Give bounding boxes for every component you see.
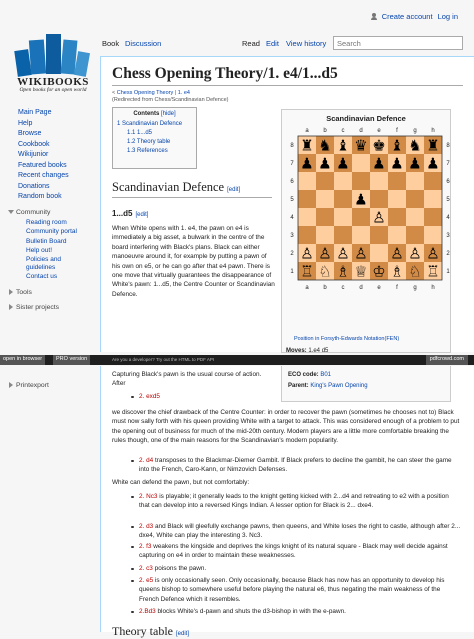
edit-subsection-link[interactable]: [edit] — [135, 212, 149, 218]
board-square — [316, 172, 334, 190]
chess-piece: ♜ — [300, 136, 314, 155]
edit-section-link[interactable]: [edit] — [175, 631, 189, 637]
chess-piece: ♙ — [336, 244, 350, 263]
file-label-bottom: e — [377, 285, 381, 291]
board-square — [406, 226, 424, 244]
board-square — [370, 226, 388, 244]
chess-infobox — [281, 109, 451, 353]
chess-piece: ♗ — [336, 262, 350, 281]
logo-tagline: Open books for an open world — [19, 87, 87, 93]
toc-hide-toggle[interactable]: [hide] — [160, 111, 176, 117]
move-link[interactable]: 2. d4 — [139, 457, 154, 464]
main-content-continued — [100, 366, 474, 638]
subsection-heading-d5: 1...d5 [edit] — [112, 209, 149, 218]
pdfcrowd-bar — [0, 355, 474, 365]
eco-code-link[interactable]: B01 — [320, 372, 332, 378]
chess-piece: ♟ — [408, 154, 422, 173]
toc-item[interactable]: 1.1 1...d5 — [127, 130, 153, 136]
rank-label-right: 2 — [446, 251, 450, 257]
board-square — [388, 226, 406, 244]
sidebar-continued — [0, 376, 100, 391]
chess-piece: ♘ — [318, 262, 332, 281]
sidebar-section-printexport[interactable]: Printexport — [0, 380, 100, 391]
user-icon — [371, 13, 377, 20]
move-link[interactable]: 2. exd5 — [139, 393, 160, 400]
sidebar-navigation — [0, 108, 100, 313]
sidebar-item-bulletin-board[interactable]: Bulletin Board — [26, 237, 67, 245]
paragraph: Capturing Black's pawn is the usual course of action. After — [112, 371, 262, 388]
sidebar-item-recent-changes[interactable]: Recent changes — [18, 172, 69, 179]
rank-label-right: 3 — [446, 233, 450, 239]
list-item: 2. e5 is only occasionally seen. Only occasionally, because Black has now has an opportunity to develop his queens bishop to somewhere useful before playing the natural e6, thus negating the main weakness of the French Defence which it resembles. — [131, 576, 461, 604]
rank-label-left: 1 — [290, 269, 294, 275]
chess-piece: ♚ — [372, 136, 386, 155]
board-square — [352, 208, 370, 226]
file-label-bottom: f — [396, 285, 398, 291]
chess-piece: ♟ — [300, 154, 314, 173]
file-label-bottom: b — [323, 285, 327, 291]
board-square — [388, 172, 406, 190]
board-square — [298, 226, 316, 244]
redirect-notice: (Redirected from Chess/Scandinavian Defence) — [112, 97, 229, 103]
paragraph: we discover the chief drawback of the Centre Counter: in order to recover the pawn (sometimes he chooses not to) Black must now sally forth with his queen providing White with a target to attack. This was considered enough of a problem to put the opening out of business for much of the mid-20th century. Modern players are a little more comfortable breaking the rules though, one of the main reasons for the Scandinavian's modern popularity. — [112, 409, 460, 445]
sidebar-section-sister-projects[interactable]: Sister projects — [0, 302, 100, 313]
board-square — [334, 190, 352, 208]
pro-version-button[interactable]: PRO version — [53, 355, 90, 365]
edit-section-link[interactable]: [edit] — [227, 187, 241, 193]
sidebar-item-browse[interactable]: Browse — [18, 130, 42, 137]
file-label-top: f — [396, 128, 398, 134]
board-square — [334, 208, 352, 226]
board-square — [298, 190, 316, 208]
breadcrumb: < Chess Opening Theory | 1. e4 — [112, 90, 190, 96]
rank-label-right: 4 — [446, 215, 450, 221]
chess-piece: ♗ — [390, 262, 404, 281]
page-title: Chess Opening Theory/1. e4/1...d5 — [112, 65, 463, 86]
board-square — [352, 226, 370, 244]
board-square — [352, 172, 370, 190]
developer-promo[interactable]: Are you a developer? Try out the HTML to PDF API — [112, 357, 215, 362]
board-square — [370, 172, 388, 190]
sidebar-item-donations[interactable]: Donations — [18, 182, 50, 190]
tab-read[interactable]: Read — [242, 39, 260, 48]
breadcrumb-chess-opening-theory[interactable]: Chess Opening Theory — [116, 90, 174, 96]
books-icon — [14, 34, 90, 77]
pdfcrowd-brand[interactable]: pdfcrowd.com — [426, 355, 468, 365]
main-content — [100, 56, 474, 352]
list-item — [131, 392, 160, 401]
toc-item[interactable]: 1.3 References — [127, 148, 168, 154]
board-square — [298, 172, 316, 190]
moves-row: Moves: 1.e4 d5 — [286, 348, 329, 354]
file-label-top: c — [341, 128, 345, 134]
board-square — [406, 208, 424, 226]
chess-piece: ♞ — [408, 136, 422, 155]
list-item: 2. d4 transposes to the Blackmar-Diemer Gambit. If Black prefers to decline the gambit, he can steer the game into the French, Caro-Kann, or Nimzovich Defenses. — [131, 456, 461, 475]
breadcrumb-1-e4[interactable]: 1. e4 — [177, 90, 190, 96]
file-label-top: g — [413, 128, 417, 134]
personal-tools — [371, 12, 458, 21]
chess-piece: ♞ — [318, 136, 332, 155]
rank-label-left: 2 — [290, 251, 294, 257]
sidebar-item-main-page[interactable]: Main Page — [18, 109, 52, 116]
board-square — [334, 172, 352, 190]
file-label-top: d — [359, 128, 363, 134]
board-square — [334, 226, 352, 244]
sidebar-item-wikijunior[interactable]: Wikijunior — [18, 151, 49, 158]
move-link[interactable]: 2. Nc3 — [139, 493, 158, 500]
infobox-details: ECO code: B01 Parent: King's Pawn Opening — [281, 366, 451, 402]
tab-edit[interactable]: Edit — [266, 39, 279, 48]
board-square — [424, 208, 442, 226]
file-label-bottom: g — [413, 285, 417, 291]
search-input[interactable]: Search — [333, 36, 463, 50]
move-link[interactable]: 2.Bd3 — [139, 608, 156, 615]
chess-piece: ♖ — [426, 262, 440, 281]
rank-label-right: 6 — [446, 179, 450, 185]
rank-label-left: 6 — [290, 179, 294, 185]
create-account-link[interactable]: Create account — [381, 12, 433, 21]
chess-piece: ♙ — [426, 244, 440, 263]
chess-piece: ♜ — [426, 136, 440, 155]
sidebar-item-featured-books[interactable]: Featured books — [18, 161, 67, 169]
chess-piece: ♟ — [390, 154, 404, 173]
board-square — [406, 172, 424, 190]
section-heading-scandinavian: Scandinavian Defence [edit] — [112, 180, 272, 198]
toc-item[interactable]: 1.2 Theory table — [127, 139, 171, 145]
file-label-top: e — [377, 128, 381, 134]
tab-view-history[interactable]: View history — [286, 39, 327, 48]
list-item: 2. c3 poisons the pawn. — [131, 564, 461, 573]
sidebar-item-contact-us[interactable]: Contact us — [26, 272, 58, 280]
sidebar-item-help-out[interactable]: Help out! — [26, 247, 53, 254]
move-link[interactable]: 2. d3 — [139, 523, 154, 530]
file-label-bottom: a — [305, 285, 309, 291]
chess-piece: ♝ — [390, 136, 404, 155]
board-square — [316, 208, 334, 226]
chess-piece: ♙ — [318, 244, 332, 263]
list-item: 2. d3 and Black will gleefully exchange pawns, then queens, and White loses the right to castle, although after 2... dxe4, White can play the interesting 3. Nc3. — [131, 522, 461, 541]
board-square — [316, 226, 334, 244]
chess-piece: ♝ — [336, 136, 350, 155]
file-label-bottom: h — [431, 285, 435, 291]
board-square — [424, 172, 442, 190]
board-square — [424, 190, 442, 208]
tab-discussion[interactable]: Discussion — [125, 39, 162, 48]
chess-piece: ♟ — [372, 154, 386, 173]
table-of-contents — [112, 107, 197, 169]
board-square — [424, 226, 442, 244]
chess-piece: ♙ — [408, 244, 422, 263]
chess-piece: ♟ — [318, 154, 332, 173]
chess-piece: ♘ — [408, 262, 422, 281]
section-heading-theory-table: Theory table [edit] — [112, 624, 189, 638]
fen-link[interactable]: Position in Forsyth-Edwards Notation(FEN) — [294, 336, 400, 342]
chess-piece: ♙ — [300, 244, 314, 263]
board-square — [388, 208, 406, 226]
toc-item[interactable]: 1 Scandinavian Defence — [117, 121, 183, 127]
sidebar-item-random-book[interactable]: Random book — [18, 193, 62, 200]
intro-paragraph: When White opens with 1. e4, the pawn on e4 is immediately a big asset, a bulwark in the centre of the board interfering with Black's plans. Black can either manoeuvre around it, for example by putting a pawn of his own on e5, or he can go after that e4 pawn. There is one move that virtually guarantees the disappearance of White's pawn: 1...d5, the Centre Counter or Scandinavian Defence. — [112, 225, 275, 298]
file-label-top: b — [323, 128, 327, 134]
chess-piece: ♟ — [354, 190, 368, 209]
tab-book[interactable]: Book — [102, 39, 120, 48]
rank-label-left: 5 — [290, 197, 294, 203]
file-label-top: h — [431, 128, 435, 134]
chess-piece: ♙ — [390, 244, 404, 263]
rank-label-left: 8 — [290, 143, 294, 149]
sidebar-section-community[interactable]: Community — [0, 207, 100, 218]
paragraph: White can defend the pawn, but not comfortably: — [112, 479, 250, 486]
chess-piece: ♖ — [300, 262, 314, 281]
sidebar-section-tools[interactable]: Tools — [0, 287, 100, 298]
rank-label-right: 1 — [446, 269, 450, 275]
list-item: 2.Bd3 blocks White's d-pawn and shuts the d3-bishop in with the e-pawn. — [131, 607, 461, 616]
list-item: 2. f3 weakens the kingside and deprives the kings knight of its natural square - Black may well decide against capturing on e4 in order to maintain these weaknesses. — [131, 542, 461, 561]
sidebar-item-cookbook[interactable]: Cookbook — [18, 140, 50, 148]
move-link[interactable]: 2. f3 — [139, 543, 152, 550]
file-label-bottom: c — [341, 285, 345, 291]
sidebar-item-policies[interactable]: Policies and guidelines — [26, 255, 62, 271]
chess-piece: ♟ — [336, 154, 350, 173]
board-square — [388, 190, 406, 208]
chess-piece: ♙ — [354, 244, 368, 263]
chess-piece: ♟ — [426, 154, 440, 173]
rank-label-right: 8 — [446, 143, 450, 149]
board-square — [352, 154, 370, 172]
logo-wordmark: WIKIBOOKS — [17, 76, 89, 88]
rank-label-right: 7 — [446, 161, 450, 167]
rank-label-right: 5 — [446, 197, 450, 203]
move-link[interactable]: 2. c3 — [139, 565, 153, 572]
sidebar-item-help[interactable]: Help — [18, 119, 33, 127]
board-square — [298, 208, 316, 226]
chess-piece: ♙ — [372, 208, 386, 227]
sidebar-item-community-portal[interactable]: Community portal — [26, 228, 77, 235]
list-item: 2. Nc3 is playable; it generally leads to the knight getting kicked with 2...d4 and retreating to e2 with a position that can develop into a reversed Kings Indian. A lesser option for Black is 2... dxe4. — [131, 492, 461, 511]
chess-board — [286, 124, 448, 329]
board-title: Scandinavian Defence — [326, 114, 406, 123]
rank-label-left: 4 — [290, 215, 294, 221]
parent-opening-link[interactable]: King's Pawn Opening — [310, 383, 368, 389]
open-in-browser-button[interactable]: open in browser — [0, 355, 45, 365]
file-label-top: a — [305, 128, 309, 134]
login-link[interactable]: Log in — [437, 12, 458, 21]
file-label-bottom: d — [359, 285, 363, 291]
board-square — [406, 190, 424, 208]
chess-piece: ♛ — [354, 136, 368, 155]
sidebar-item-reading-room[interactable]: Reading room — [26, 218, 67, 226]
board-square — [370, 244, 388, 262]
chess-piece: ♔ — [372, 262, 386, 281]
board-square — [370, 190, 388, 208]
rank-label-left: 7 — [290, 161, 294, 167]
chess-piece: ♕ — [354, 262, 368, 281]
board-square — [316, 190, 334, 208]
toc-title: Contents — [133, 111, 160, 117]
move-link[interactable]: 2. e5 — [139, 577, 154, 584]
rank-label-left: 3 — [290, 233, 294, 239]
